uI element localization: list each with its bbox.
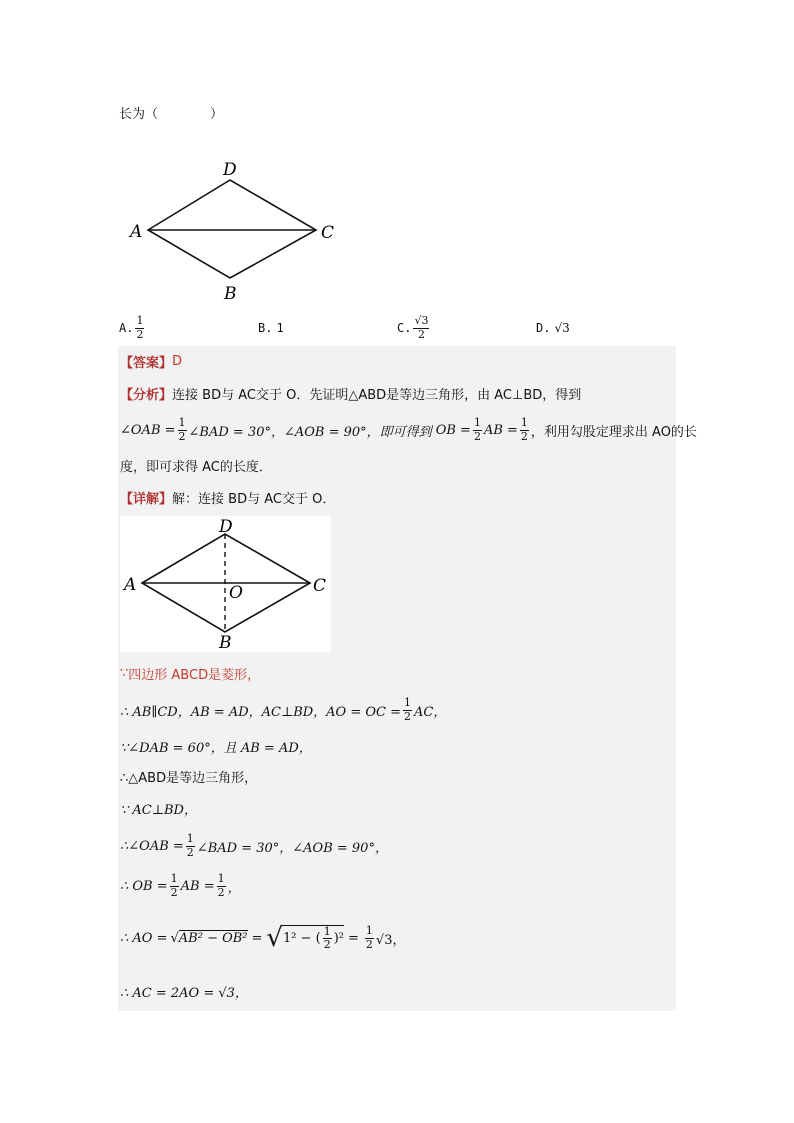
label-c: C bbox=[321, 223, 335, 243]
label2-b: B bbox=[219, 633, 232, 652]
analysis-line-2 bbox=[120, 412, 697, 448]
frac-den: 2 bbox=[178, 429, 186, 443]
step-8-r2b: )² bbox=[333, 931, 345, 946]
option-b-value: 1 bbox=[276, 321, 284, 335]
label2-d: D bbox=[219, 517, 233, 537]
analysis-text-2: ，利用勾股定理求出 AO的长 bbox=[530, 424, 697, 440]
step-8-frac-result bbox=[365, 925, 374, 950]
option-c-den: 2 bbox=[417, 327, 425, 341]
frac-num: 1 bbox=[404, 696, 411, 710]
analysis-line-1 bbox=[120, 384, 581, 403]
answer-tag: 【答案】 bbox=[120, 356, 173, 371]
detail-line bbox=[120, 488, 335, 507]
frac-den: 2 bbox=[186, 845, 194, 859]
rhombus-diagonals-figure bbox=[120, 516, 331, 652]
option-a-num: 1 bbox=[136, 314, 144, 328]
step-2 bbox=[120, 692, 446, 728]
analysis-bad: ∠BAD = 30°，∠AOB = 90°，即可得到 bbox=[188, 424, 432, 440]
option-b[interactable] bbox=[258, 308, 284, 348]
step-6 bbox=[120, 828, 388, 864]
step-8-r2a: 1² − ( bbox=[283, 931, 321, 946]
step-7-b: AB = bbox=[180, 878, 215, 894]
option-a-den: 2 bbox=[136, 327, 144, 341]
option-c-num: √3 bbox=[414, 314, 429, 328]
frac-num: 1 bbox=[186, 832, 194, 846]
rhombus-outline bbox=[148, 180, 316, 278]
analysis-line-3 bbox=[120, 456, 272, 475]
step-7 bbox=[120, 868, 241, 904]
analysis-text-1: 连接 BD与 AC交于 O．先证明△ABD是等边三角形，由 AC⊥BD，得到 bbox=[172, 388, 582, 403]
option-c-fraction bbox=[413, 315, 429, 340]
frac-den: 2 bbox=[473, 429, 481, 443]
option-d-letter: D. bbox=[536, 321, 551, 335]
step-8: ∴ AO = √ AB² − OB² = √ 1² − ( $\frac{1}{2}$ )² = $\frac{1}{2}$ √3， bbox=[120, 923, 406, 953]
analysis-tag: 【分析】 bbox=[120, 388, 173, 403]
frac-num: 1 bbox=[170, 872, 178, 886]
frac-num: 1 bbox=[178, 416, 186, 430]
step-7-c: ， bbox=[227, 880, 241, 896]
step-7-frac-1 bbox=[170, 873, 179, 898]
step-1 bbox=[120, 664, 260, 683]
step-8-a: ∴ AO = bbox=[120, 930, 168, 946]
step-6-frac bbox=[186, 833, 195, 858]
answer-value: D bbox=[172, 354, 183, 369]
frac-den: 2 bbox=[404, 709, 411, 723]
step-9 bbox=[120, 982, 248, 1001]
label-a: A bbox=[130, 222, 143, 242]
option-c[interactable] bbox=[397, 308, 431, 348]
option-a[interactable] bbox=[119, 308, 146, 348]
step-6-b: ∠BAD = 30°，∠AOB = 90°， bbox=[196, 840, 388, 856]
step-8-radicand-1: AB² − OB² bbox=[178, 931, 248, 946]
step-1-text: 四边形 ABCD是菱形， bbox=[128, 668, 261, 683]
step-4 bbox=[120, 767, 257, 786]
step-7-frac-2 bbox=[217, 873, 226, 898]
frac-den: 2 bbox=[365, 937, 373, 951]
step-2-frac bbox=[403, 697, 412, 722]
step-7-a: ∴ OB = bbox=[120, 878, 168, 894]
analysis-frac-1 bbox=[178, 417, 187, 442]
label-d: D bbox=[223, 160, 237, 180]
frac-num: 1 bbox=[323, 924, 331, 938]
step-4-text: ∴△ABD是等边三角形， bbox=[120, 771, 258, 786]
analysis-ob: OB = bbox=[435, 422, 471, 438]
step-8-d: √3， bbox=[375, 932, 406, 948]
detail-intro: 解：连接 BD与 AC交于 O． bbox=[172, 492, 336, 507]
option-d-value: √3 bbox=[554, 321, 570, 335]
step-5-text: ∵ AC⊥BD， bbox=[120, 803, 197, 818]
analysis-ab: AB = bbox=[483, 422, 518, 438]
step-9-text: ∴ AC = 2AO = √3， bbox=[120, 986, 248, 1001]
question-text: 长为（ ） bbox=[119, 107, 224, 122]
label2-a: A bbox=[124, 575, 137, 595]
step-2-end: AC， bbox=[414, 704, 447, 720]
label-b: B bbox=[224, 284, 237, 304]
frac-num: 1 bbox=[473, 416, 481, 430]
option-a-fraction bbox=[135, 315, 144, 340]
frac-num: 1 bbox=[217, 872, 225, 886]
analysis-frac-2 bbox=[473, 417, 482, 442]
step-8-eq-2: = bbox=[348, 930, 359, 946]
label2-o: O bbox=[229, 583, 243, 603]
option-a-letter: A. bbox=[119, 321, 134, 335]
step-3-text: ∵∠DAB = 60°，且 AB = AD， bbox=[120, 741, 312, 756]
analysis-oab: ∠OAB = bbox=[120, 422, 176, 438]
frac-den: 2 bbox=[170, 885, 178, 899]
detail-tag: 【详解】 bbox=[120, 492, 173, 507]
option-c-letter: C. bbox=[397, 321, 412, 335]
step-8-eq: = bbox=[251, 930, 263, 946]
frac-num: 1 bbox=[520, 416, 528, 430]
label2-c: C bbox=[313, 576, 327, 596]
answer-options bbox=[119, 308, 719, 348]
option-d[interactable] bbox=[536, 308, 570, 348]
analysis-text-3: 度，即可求得 AC的长度． bbox=[120, 460, 272, 475]
option-b-letter: B. bbox=[258, 321, 273, 335]
step-5 bbox=[120, 799, 197, 818]
frac-den: 2 bbox=[520, 429, 528, 443]
frac-den: 2 bbox=[217, 885, 225, 899]
frac-den: 2 bbox=[323, 938, 331, 951]
step-6-a: ∴∠OAB = bbox=[120, 838, 184, 854]
step-8-frac-inner bbox=[323, 926, 332, 951]
step-3 bbox=[120, 737, 312, 756]
analysis-frac-3 bbox=[520, 417, 529, 442]
because-symbol: ∵ bbox=[120, 666, 129, 681]
step-8-radicand-2 bbox=[283, 925, 344, 951]
answer-line bbox=[120, 352, 182, 371]
rhombus-figure bbox=[120, 152, 350, 304]
step-2-text: ∴ AB∥CD，AB = AD，AC⊥BD，AO = OC = bbox=[120, 704, 401, 720]
frac-num: 1 bbox=[365, 924, 373, 938]
